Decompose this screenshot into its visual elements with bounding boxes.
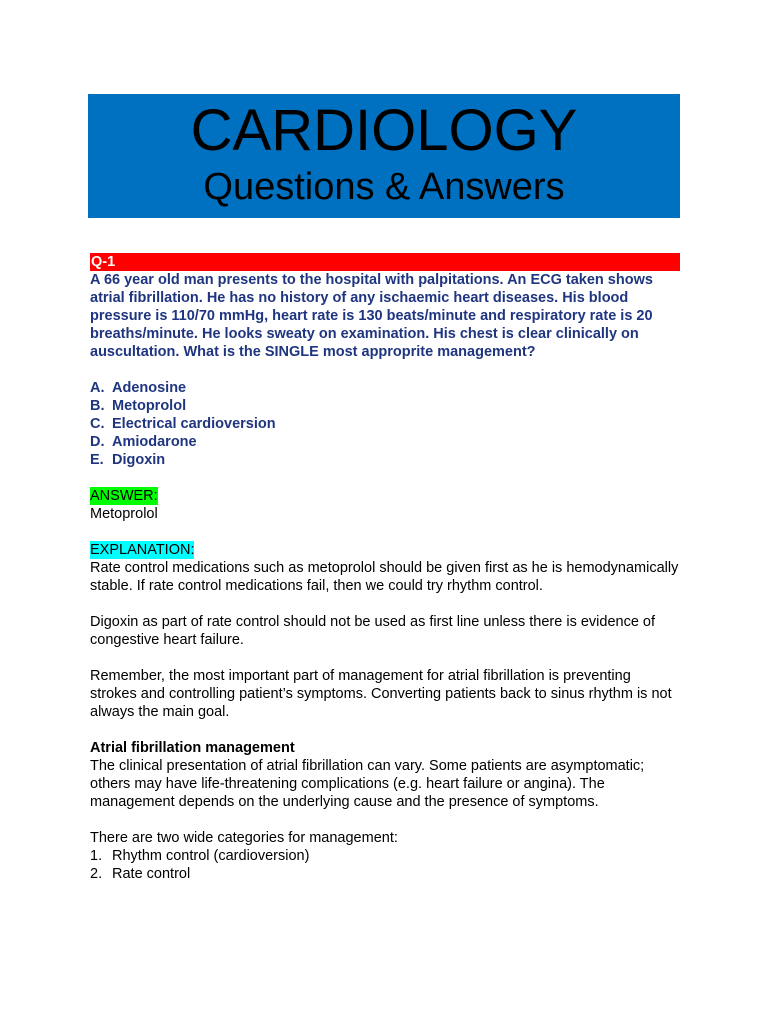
option-e — [90, 451, 680, 469]
list-item — [90, 847, 680, 865]
management-intro: The clinical presentation of atrial fibrillation can vary. Some patients are asymptomatic; others may have life-threatening complications (e.g. heart failure or angina). The management depends on the underlying cause and the presence of symptoms. — [90, 758, 645, 810]
page-subtitle: Questions & Answers — [203, 166, 565, 208]
question-number-bar: Q-1 — [90, 253, 680, 271]
explanation-label: EXPLANATION: — [90, 542, 195, 558]
explanation-paragraph: Remember, the most important part of management for atrial fibrillation is preventing strokes and controlling patient’s symptoms. Converting patients back to sinus rhythm is not always the main goal. — [90, 668, 672, 720]
categories-intro: There are two wide categories for management: — [90, 830, 398, 846]
explanation-paragraph: Digoxin as part of rate control should not be used as first line unless there is evidence of congestive heart failure. — [90, 614, 656, 648]
option-text: Amiodarone — [112, 434, 197, 450]
option-letter: A. — [90, 380, 105, 396]
option-letter: E. — [90, 452, 104, 468]
list-number: 1. — [90, 848, 103, 864]
option-text: Digoxin — [112, 452, 166, 468]
page-title: CARDIOLOGY — [190, 98, 578, 163]
option-letter: B. — [90, 398, 105, 414]
answer-options — [90, 379, 680, 469]
explanation-paragraph: Rate control medications such as metoprolol should be given first as he is hemodynamically stable. If rate control medications fail, then we could try rhythm control. — [90, 560, 679, 594]
list-text: Rhythm control (cardioversion) — [112, 848, 310, 864]
document-body — [90, 253, 680, 883]
option-text: Adenosine — [112, 380, 187, 396]
option-b — [90, 397, 680, 415]
option-text: Metoprolol — [112, 398, 187, 414]
option-a — [90, 379, 680, 397]
option-letter: D. — [90, 434, 105, 450]
list-text: Rate control — [112, 866, 191, 882]
list-item — [90, 865, 680, 883]
title-banner — [88, 94, 680, 218]
list-number: 2. — [90, 866, 103, 882]
question-stem: A 66 year old man presents to the hospital with palpitations. An ECG taken shows atrial fibrillation. He has no history of any ischaemic heart diseases. His blood pressure is 110/70 mmHg, heart rate is 130 beats/minute and respiratory rate is 20 breaths/minute. He looks sweaty on examination. His chest is clear clinically on auscultation. What is the SINGLE most approprite management? — [90, 272, 653, 360]
option-d — [90, 433, 680, 451]
option-text: Electrical cardioversion — [112, 416, 276, 432]
section-heading: Atrial fibrillation management — [90, 740, 295, 756]
answer-text: Metoprolol — [90, 506, 158, 522]
option-letter: C. — [90, 416, 105, 432]
answer-label: ANSWER: — [90, 488, 158, 504]
option-c — [90, 415, 680, 433]
